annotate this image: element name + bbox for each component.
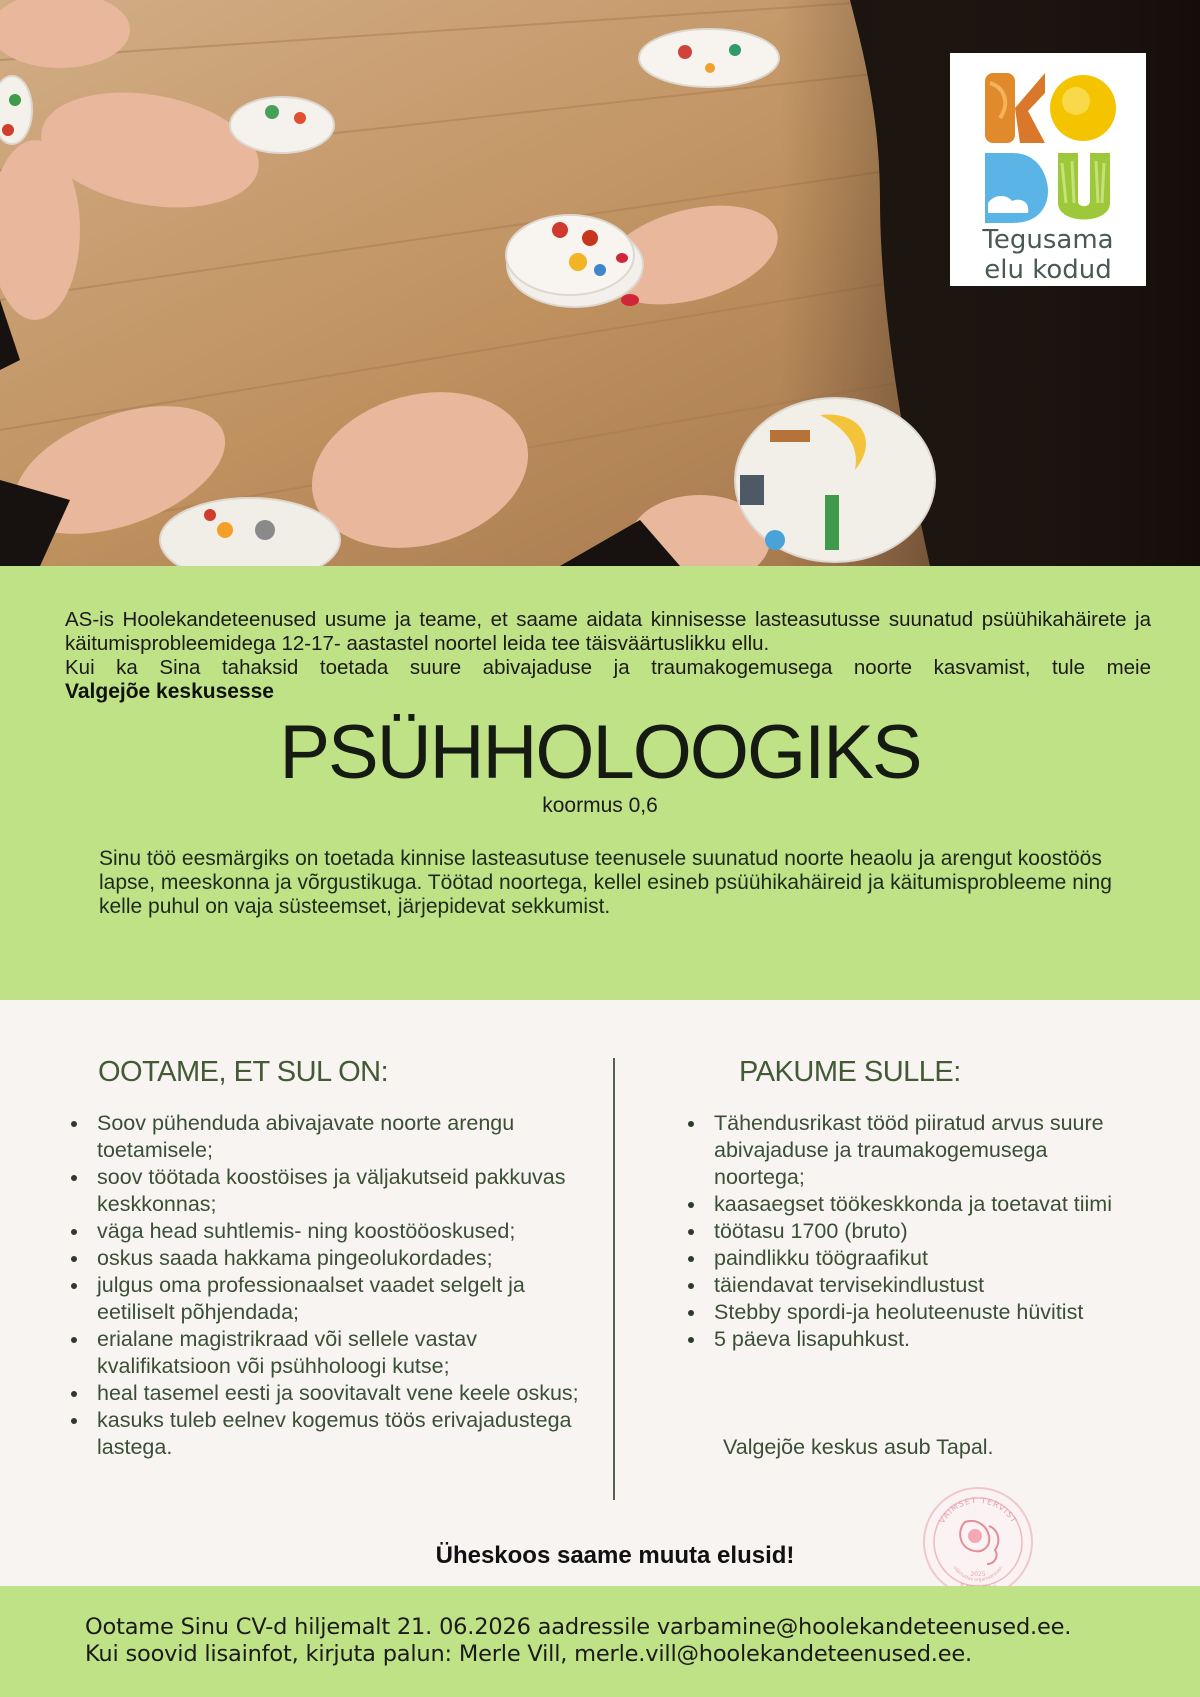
list-item: 5 päeva lisapuhkust. [685,1326,1125,1353]
list-item: julgus oma professionaalset vaadet selgelt ja eetiliselt põhjendada; [68,1272,588,1326]
stamp-top-text: VAIMSET TERVIST [937,1495,1019,1526]
center-name: Valgejõe keskusesse [65,680,274,703]
job-goal: Sinu töö eesmärgiks on toetada kinnise lasteasutuse teenusele suunatud noorte heaolu ja arengut koostöös lapse, meeskonna ja võrgustikuga. Töötad noortega, kellel esineb psüühikahäireid ja käitumisprobleeme ning kelle puhul on vaja süsteemset, järjepidevat sekkumist. [99,847,1112,918]
list-item: Stebby spordi-ja heoluteenuste hüvitist [685,1299,1125,1326]
footer [0,1586,1200,1697]
intro-section [0,566,1200,1000]
slogan: Üheskoos saame muuta elusid! [435,1542,795,1569]
list-item: töötasu 1700 (bruto) [685,1218,1125,1245]
footer-line-2: Kui soovid lisainfot, kirjuta palun: Merle Vill, merle.vill@hoolekandeteenused.ee. [85,1641,972,1667]
logo-letter-u [1058,153,1110,220]
stamp-middle-text: väärtustav organisatsioon [951,1565,1005,1584]
logo-tagline-line2: elu kodud [984,255,1112,285]
offer-heading: PAKUME SULLE: [739,1056,961,1088]
list-item: Tähendusrikast tööd piiratud arvus suure abivajaduse ja traumakogemusega noortega; [685,1110,1125,1191]
list-item: oskus saada hakkama pingeolukordades; [68,1245,588,1272]
intro-paragraph-1: AS-is Hoolekandeteenused usume ja teame, et saame aidata kinnisesse lasteasutusse suunatud psüühikahäirete ja käitumisprobleemidega 12-17- aastastel noortel leida tee täisväärtuslikku ellu. [65,608,1151,655]
logo-tagline-line1: Tegusama [982,225,1114,255]
logo-letter-d [985,153,1048,223]
list-item: erialane magistrikraad või sellele vastav kvalifikatsioon või psühholoogi kutse; [68,1326,588,1380]
expectations-list [68,1110,588,1461]
footer-line-1: Ootame Sinu CV-d hiljemalt 21. 06.2026 aadressile varbamine@hoolekandeteenused.ee. [85,1614,1072,1640]
location-note: Valgejõe keskus asub Tapal. [723,1435,994,1459]
kodu-logo [950,53,1146,286]
logo-tagline [950,225,1146,285]
footer-text [85,1614,1071,1668]
job-title: PSÜHHOLOOGIKS [279,710,921,795]
intro-paragraph-2: Kui ka Sina tahaksid toetada suure abivajaduse ja traumakogemusega noorte kasvamist, tule meie [65,656,1151,679]
workload: koormus 0,6 [542,794,658,817]
list-item: kaasaegset töökeskkonda ja toetavat tiimi [685,1191,1125,1218]
expectations-heading: OOTAME, ET SUL ON: [98,1056,389,1088]
offer-list [685,1110,1125,1353]
list-item: täiendavat tervisekindlustust [685,1272,1125,1299]
logo-letter-k [985,73,1045,143]
column-divider [613,1058,615,1500]
list-item: kasuks tuleb eelnev kogemus töös erivajadustega lastega. [68,1407,588,1461]
mental-health-stamp-icon [917,1486,1039,1598]
intro-text [65,608,1151,680]
hero-photo [0,0,1200,566]
list-item: paindlikku töögraafikut [685,1245,1125,1272]
list-item: heal tasemel eesti ja soovitavalt vene keele oskus; [68,1380,588,1407]
list-item: väga head suhtlemis- ning koostööoskused; [68,1218,588,1245]
list-item: Soov pühenduda abivajavate noorte arengu toetamisele; [68,1110,588,1164]
stamp-year: 2025 [970,1571,986,1578]
list-item: soov töötada koostöises ja väljakutseid pakkuvas keskkonnas; [68,1164,588,1218]
